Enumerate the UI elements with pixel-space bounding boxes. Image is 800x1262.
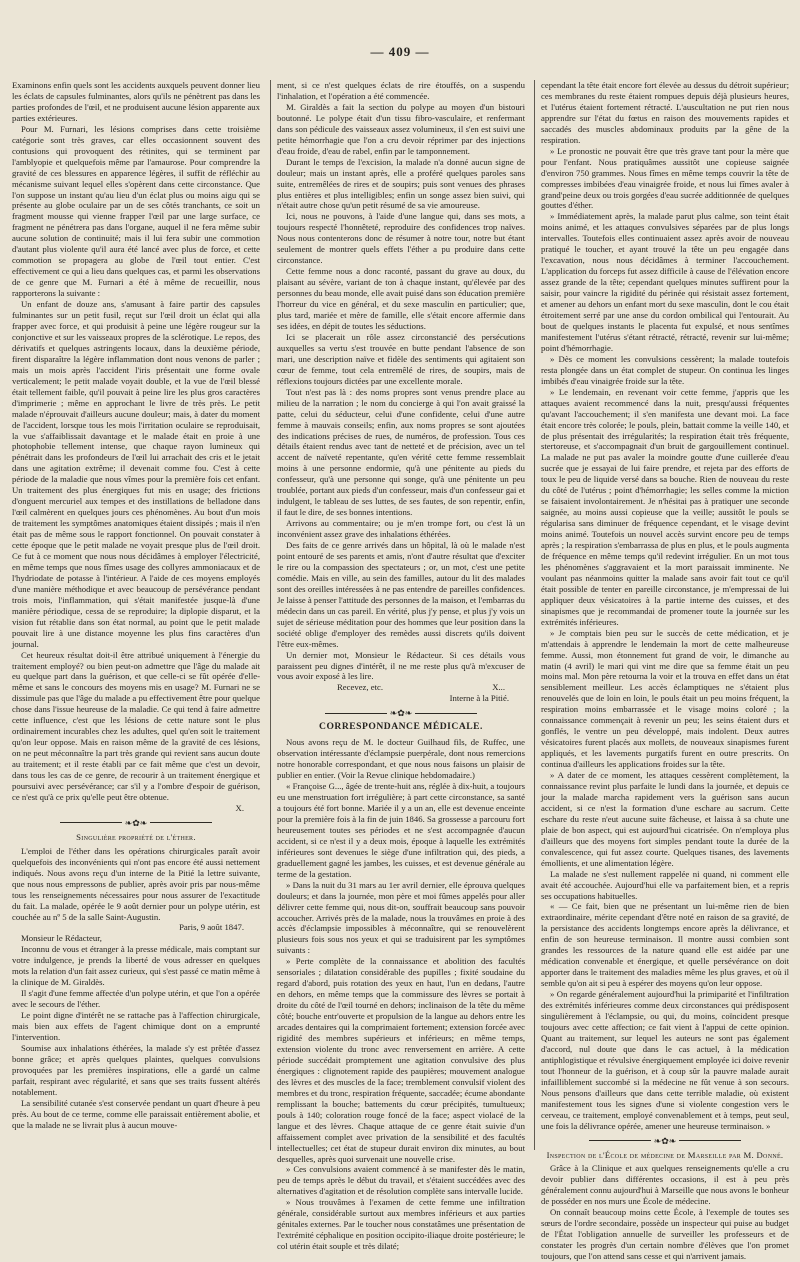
- section-ornament: ❧✿❧: [277, 709, 525, 717]
- paragraph: Soumise aux inhalations éthérées, la malade s'y est prêtée d'assez bonne grâce; et après quelques plaintes, quelques convulsions provoquées par les premières inspirations, elle a gardé un calme parfait, respirant avec régularité, et sans que ses traits fussent altérés notablement.: [12, 1042, 260, 1097]
- paragraph: » Perte complète de la connaissance et abolition des facultés sensoriales ; dilatation considérable des pupilles ; fixité soudaine du regard d'abord, puis rotation des yeux en haut, l'un en dedans, l'autre en dehors, en même temps que la commissure des lèvres se portait à droite du côté de l'œil tourné en dehors; inclinaison de la tête du même côté; bouche entr'ouverte et propulsion de la langue au dehors entre les arcades dentaires qui la comprimaient fortement; extension forcée avec rigidité des membres supérieurs et inférieurs; en même temps, extension violente du tronc avec renversement en arrière. A cette période succédait promptement une agitation convulsive des plus énergiques : clignotement rapide des paupières; mouvement analogue des lèvres et des muscles de la face; tremblement convulsif violent des membres et du tronc, respiration fréquente, saccadée; écume abondante remplissant la bouche; battements du cœur précipités, tumultueux; pouls à 140; coloration rouge foncé de la face; aspect violacé de la langue et des lèvres. Chaque attaque de ce genre était suivie d'un affaissement complet avec privation de la sensibilité et des facultés intellectuelles; cet état de stupeur durait environ dix minutes, au bout desquelles, après quoi survenait une nouvelle crise.: [277, 956, 525, 1164]
- paragraph: » Le pronostic ne pouvait être que très grave tant pour la mère que pour l'enfant. Nous pratiquâmes aussitôt une copieuse saignée d'environ 750 grammes. Nous fîmes en même temps couvrir la tête de compresses imbibées d'eau vinaigrée froide, et nous lui fîmes avaler à grand'peine deux ou trois gorgées d'eau sucrée additionnée de quelques gouttes d'éther.: [541, 145, 789, 211]
- paragraph: » Immédiatement après, la malade parut plus calme, son teint était moins animé, et les attaques convulsives séparées par de plus longs intervalles. Toutefois elles continuaient assez après avoir de nouveau pratiqué le toucher, et ayant trouvé la tête un peu engagée dans l'excavation, nous nous décidâmes à terminer l'accouchement. L'application du forceps fut assez difficile à cause de l'élévation encore assez grande de la tête; cependant quelques minutes suffirent pour la saisir, pour vaincre la rigidité du périnée qui résistait assez fortement, et amener au dehors un enfant mort du sexe masculin, dont le cou était étroitement serré par une anse du cordon ombilical qui l'entourait. Au bout de quelques instants le placenta fut expulsé, et nous sentîmes manifestement l'utérus s'étant rétracté, rétracté, revenir sur lui-même; point d'hémorrhagie.: [541, 211, 789, 353]
- paragraph: L'emploi de l'éther dans les opérations chirurgicales paraît avoir quelquefois des inconvénients qui n'ont pas encore été aussi nettement indiqués. Nous avons reçu d'un interne de la Pitié la lettre suivante, que nous nous empressons de publier, après avoir pris par nous-même tous les renseignements nécessaires pour nous assurer de l'exactitude du fait. La malade, opérée le 9 août dernier pour un polype utérin, est couchée au nº 5 de la salle Saint-Augustin.: [12, 845, 260, 922]
- paragraph: On connaît beaucoup moins cette École, à l'exemple de toutes ses sœurs de l'ordre secondaire, possède un inspecteur qui puise au budget de l'État l'obligation annuelle de surveiller les professeurs et de constater les progrès d'un certain nombre d'élèves que l'on promet toujours, que l'on attend sans cesse et qui n'arrivent jamais.: [541, 1207, 789, 1262]
- paragraph: « — Ce fait, bien que ne présentant un lui-même rien de bien extraordinaire, mérite cependant d'être noté en raison de sa gravité, de la persistance des accidents longtemps encore après la délivrance, et enfin de son heureuse terminaison. Il montre aussi combien sont grandes les ressources de la nature quand elle est aidée par une médication convenable et énergique, et quelle persévérance on doit apporter dans le traitement des maladies même les plus graves, et où il semble qu'on ait si peu à espérer des moyens qu'on leur oppose.: [541, 901, 789, 989]
- signer-name: X...: [492, 682, 505, 693]
- paragraph: Inconnu de vous et étranger à la presse médicale, mais comptant sur votre indulgence, je prends la liberté de vous adresser en quelques mots la relation d'un fait assez curieux, qui s'est passé ce matin même à la clinique de M. Giraldès.: [12, 944, 260, 988]
- section-heading: CORRESPONDANCE MÉDICALE.: [319, 721, 483, 733]
- paragraph: Pour M. Furnari, les lésions comprises dans cette troisième catégorie sont très graves, car elles occasionnent souvent des contusions qui provoquent des rétinites, qui se terminent par l'amblyopie et quelquefois même par l'amaurose. Pour comprendre la gravité de ces blessures en apparence légères, il suffit de réfléchir au mécanisme suivant lequel elles s'opèrent dans cette circonstance. Que l'on suppose un instant qu'au lieu d'un éclat plus ou moins aigu qui se présente au globe oculaire par un de ses côtés tranchants, ce soit un fragment mousse qui vienne frapper l'œil par une large surface, ce fragment ne pénétrera pas dans l'organe, auquel il ne fera même subir aucune solution de continuité; mais il lui fera subir une commotion d'autant plus violente qu'il aura été lancé avec plus de force, et cette commotion se propagera au globe de l'œil tout entier. C'est effectivement ce qui a lieu dans quelques cas, et parmi les observations de ce genre que M. Furnari a été à même de recueillir, nous rapporterons la suivante :: [12, 123, 260, 299]
- column-middle: [277, 80, 525, 1252]
- paragraph: « Françoise G..., âgée de trente-huit ans, réglée à dix-huit, a toujours eu une menstruation fort irrégulière; à part cette circonstance, sa santé a toujours été fort bonne. Mariée il y a un an, elle est devenue enceinte pour la première fois à la fin de juin 1846. Sa grossesse a parcouru fort heureusement toutes ses périodes et ne s'est accompagnée d'aucun accident, si ce n'est il y a deux mois, époque à laquelle les extrémités inférieures sont devenues le siège d'une infiltration qui, des pieds, a graduellement gagné les jambes, les cuisses, et est devenue générale au terme de la gestation.: [277, 781, 525, 879]
- paragraph: » Ces convulsions avaient commencé à se manifester dès le matin, peu de temps après le début du travail, et s'étaient succédées avec des alternatives d'agitation et de résolution complète sans intervalle lucide.: [277, 1164, 525, 1197]
- letter-signature: [277, 682, 525, 693]
- paragraph: » A dater de ce moment, les attaques cessèrent complètement, la connaissance revint plus parfaite le lundi dans la journée, et depuis ce jour la malade marcha rapidement vers la guérison sans aucun accident, si ce n'est la formation d'une eschare au sacrum. Cette eschare du reste n'eut aucune suite fâcheuse, et laissa à sa chute une plaie de bon aspect, qui est aujourd'hui cicatrisée. On n'employa plus d'ailleurs que des moyens fort simples pendant toute la durée de la convalescence, qui fut assez courte. Quelques tisanes, des lavements émollients, et une alimentation légère.: [541, 770, 789, 868]
- paragraph: Grâce à la Clinique et aux quelques renseignements qu'elle a cru devoir publier dans différentes occasions, il est à peu près généralement connu aujourd'hui à Marseille que nous avons le bonheur de posséder en nos murs une École de médecine.: [541, 1163, 789, 1207]
- paragraph: Examinons enfin quels sont les accidents auxquels peuvent donner lieu les éclats de capsules fulminantes, alors qu'ils ne pénètrent pas dans les parties profondes de l'œil, et ne produisent aucune lésion apparente aux parties extérieures.: [12, 80, 260, 123]
- paragraph: Interne à la Pitié.: [449, 693, 509, 704]
- paragraph: Tout n'est pas là : des noms propres sont venus prendre place au milieu de la narration ; le nom du concierge à qui l'on avait graissé la patte, celui du séducteur, celui d'une confidente, celui d'une autre femme à mauvais conseils; enfin, aux noms propres se sont ajoutées des indications précises de rues, de numéros, de profession. Tous ces détails étaient rendus avec tant de netteté et de précision, avec un tel accent de naïveté repentante, qu'en vérité cette femme ressemblait moins à une personne endormie, qu'à une pénitente au pieds du confesseur, qu'à une personne qui songe, qu'à une pénitente un peu troublée, portant aux pieds d'un confesseur, mais d'un confesseur gai et indulgent, le tableau de ses luttes, de ses fautes, de son repentir, enfin, il faut le dire, de ses bonnes intentions.: [277, 386, 525, 518]
- closing-formula: Recevez, etc.: [337, 682, 384, 693]
- paragraph: Ici se placerait un rôle assez circonstancié des persécutions auxquelles sa vertu s'est trouvée en butte pendant l'absence de son mari, une description naïve et fidèle des sentiments qui agitaient son cœur de femme, tout cela entremêlé de rires, de soupirs, mais de réflexions toujours dictées par une excellente morale.: [277, 331, 525, 386]
- section-ornament: ❧✿❧: [12, 819, 260, 827]
- paragraph: Ici, nous ne pouvons, à l'aide d'une langue qui, dans ses mots, a toujours respecté l'honnêteté, reproduire des confidences trop naïves. Nous nous contenterons donc de résumer à notre tour, notre but étant seulement de montrer quels effets l'éther a pu produire dans cette circonstance.: [277, 211, 525, 266]
- column-left: [12, 80, 260, 1152]
- paragraph: Arrivons au commentaire; ou je m'en trompe fort, ou c'est là un inconvénient assez grave des inhalations éthérées.: [277, 518, 525, 540]
- paragraph: La sensibilité cutanée s'est conservée pendant un quart d'heure à peu près. Au bout de ce terme, comme elle paraissait entièrement abolie, et que la malade ne se livrait plus à aucun mouve-: [12, 1097, 260, 1130]
- column-right: [541, 80, 789, 1262]
- paragraph: ment, si ce n'est quelques éclats de rire étouffés, on a suspendu l'inhalation, et l'opération a été commencée.: [277, 80, 525, 101]
- paragraph: cependant la tête était encore fort élevée au dessus du détroit supérieur; ces membranes du reste étaient rompues depuis déjà plusieurs heures, et l'utérus étaient fortement rétracté. L'auscultation ne put rien nous apprendre sur l'état du fœtus en raison des mouvements rapides et saccadés des muscles abdominaux produits par la gêne de la respiration.: [541, 80, 789, 145]
- paragraph: M. Giraldès a fait la section du polype au moyen d'un bistouri boutonné. Le polype était d'un tissu fibro-vasculaire, et renfermant dans son pédicule des vaisseaux assez volumineux, il s'en est suivi une petite hémorrhagie que l'on a cru devoir réprimer par des injections d'eau froide, d'eau de rabel, enfin par le tamponnement.: [277, 101, 525, 156]
- paragraph: Monsieur le Rédacteur,: [21, 933, 102, 944]
- paragraph: Nous avons reçu de M. le docteur Guilhaud fils, de Ruffec, une observation intéressante d'éclampsie puerpérale, dont nous remercions notre honorable correspondant, et que nous nous faisons un plaisir de publier en entier. (Voir la Revue clinique hebdomadaire.): [277, 737, 525, 781]
- page-number: — 409 —: [370, 44, 430, 59]
- paragraph: Un dernier mot, Monsieur le Rédacteur. Si ces détails vous paraissent peu dignes d'intérêt, il ne me reste plus qu'à m'excuser de vous avoir exposé à les lire.: [277, 649, 525, 682]
- paragraph: » Je comptais bien peu sur le succès de cette médication, et je m'attendais à apprendre le lendemain la mort de cette malheureuse femme. Aussi, mon étonnement fut grand de voir, le dimanche au matin (4 avril) le mari qui vint me dire que sa femme était un peu moins mal. Mon père retourna la voir et la trouva en effet dans un état sensiblement meilleur. Les accès éclamptiques ne s'étaient plus renouvelés que de loin en loin, le pouls était un peu moins fréquent, la respiration moins embarrassée et le visage moins coloré ; la connaissance commençait à revenir un peu; les seins étaient durs et gonflés, le ventre un peu développé, mais indolent. Deux autres vésicatoires furent placés aux mollets, de nouveaux sinapismes furent appliqués, et les lavements purgatifs furent en outre prescrits. On continua d'ailleurs les applications froides sur la tête.: [541, 627, 789, 770]
- article-heading: Inspection de l'École de médecine de Marseille par M. Donné.: [546, 1149, 784, 1160]
- article-heading: Singulière propriété de l'éther.: [76, 831, 196, 842]
- paragraph: » Dans la nuit du 31 mars au 1er avril dernier, elle éprouva quelques douleurs; et dans la journée, mon père et moi fûmes appelés pour aller délivrer cette femme qui, nous dit-on, souffrait beaucoup sans pouvoir accoucher. Arrivés près de la malade, nous la trouvâmes en proie à des accès d'éclampsie impossibles à méconnaître, qui se renouvelèrent plusieurs fois sous nos yeux et qui se traduisirent par les symptômes suivants :: [277, 879, 525, 956]
- paragraph: » Le lendemain, en revenant voir cette femme, j'appris que les attaques avaient recommencé dans la nuit, presqu'aussi fréquentes qu'avant l'accouchement; il s'en manifesta une devant moi. La face était encore très colorée; le pouls, plein, battait comme la veille 140, et de plus présentait des irrégularités; la respiration était très fréquente, stertoreuse, et s'accompagnait d'un bruit de gargouillement continuel. La malade ne put pas avaler la moindre goutte d'une cuillerée d'eau sucrée que je essayai de lui faire prendre, et rejeta par des efforts de toux le peu de liquide versé dans sa bouche. Rien de nouveau du reste du côté de l'utérus ; point d'hémorrhagie; les selles comme la miction se faisaient involontairement. Je n'hésitai pas à pratiquer une seconde saignée, au moins aussi copieuse que la veille; aussitôt le pouls se régularisa sans diminuer de fréquence cependant, et le visage devint moins animé. Toutefois un nouvel accès survint encore peu de temps après ; la respiration s'embarrassa de plus en plus, et le pouls augmenta de fréquence en même temps qu'il redevint irrégulier. En un mot tous les phénomènes s'aggravaient et la mort paraissait imminente. Ne voulant pas néanmoins quitter la malade sans avoir fait tout ce qu'il était possible de tenter en pareille circonstance, je m'empressai de lui appliquer deux vésicatoires à la partie interne des cuisses, et des sinapismes que je recommandai de promener toute la journée sur les extrémités inférieures.: [541, 386, 789, 627]
- paragraph: Il s'agit d'une femme affectée d'un polype utérin, et que l'on a opérée avec le secours de l'éther.: [12, 988, 260, 1010]
- paragraph: Paris, 9 août 1847.: [179, 922, 244, 933]
- column-divider: [534, 80, 535, 1150]
- column-divider: [270, 80, 271, 1150]
- paragraph: Le point digne d'intérêt ne se rattache pas à l'affection chirurgicale, mais bien aux effets de l'agent chimique dont on a emprunté l'intervention.: [12, 1010, 260, 1043]
- paragraph: La malade ne s'est nullement rappelée ni quand, ni comment elle avait été accouchée. Aujourd'hui elle va parfaitement bien, et a repris ses occupations habituelles.: [541, 868, 789, 901]
- paragraph: Des faits de ce genre arrivés dans un hôpital, là où le malade n'est point entouré de ses parents et amis, n'ont d'autre résultat que d'exciter le rire ou la compassion des spectateurs ; or, un mot, c'est une petite comédie. Mais en ville, au sein des familles, autour du lit des malades sont des oreilles intéressées à ne pas entendre de pareilles confidences. Je laisse à penser l'attitude des personnes de la maison, et l'embarras du médecin dans un cas pareil. En vérité, plus j'y pense, et plus j'y vois un sujet de sérieuse méditation pour des hommes que leur position dans la société oblige d'employer des remèdes aussi discrets qu'ils doivent l'être eux-mêmes.: [277, 540, 525, 649]
- paragraph: Un enfant de douze ans, s'amusant à faire partir des capsules fulminantes sur un petit fusil, reçut sur l'œil droit un éclat qui alla frapper avec force, et qui produisit à peine une légère rougeur sur la conjonctive et sur les vaisseaux propres de la sclérotique. Le repos, des dérivatifs et quelques astringents locaux, dans la deuxième période, firent disparaître la légère inflammation dont nous venons de parler ; mais un mois après l'accident l'iris présentait une forme ovale verticalement; le petit malade voyait double, et la vue de l'œil blessé était tellement faible, qu'il pouvait à peine lire les plus gros caractères d'imprimerie ; même en approchant le livre de très près. Le petit malade n'éprouvait d'ailleurs aucune douleur; mais, à dater du moment de l'accident, lorsque tous les mois l'irritation oculaire se reproduisait, la vue s'affaiblissait davantage et le malade était en proie à une photophobie tellement intense, que chaque rayon lumineux qui pénétrait dans les profondeurs de l'œil lui arrachait des cris et le jetait dans une agitation extrême; il devenait comme fou. C'est à cette période de la maladie que nous vîmes pour la première fois cet enfant. Un traitement des plus énergiques fut mis en usage; des frictions d'onguent mercuriel aux tempes et des instillations de belladone dans l'œil calmèrent en quelques jours ces phénomènes. Au bout d'un mois de traitement les symptômes anatomiques étaient dissipés ; mais il n'en était pas de même sous le rapport fonctionnel. On pouvait constater à cette époque que le petit malade ne voyait presque plus de l'œil droit. Ce fut à ce moment que nous nous décidâmes à employer l'électricité, en même temps que nous fîmes usage des collyres ammoniacaux et de l'hydriodate de potasse à l'intérieur. A l'aide de ces moyens employés d'une manière méthodique et avec beaucoup de persévérance pendant trois mois, l'inflammation, qui s'était manifestée jusque-là d'une manière périodique, cessa de se reproduire; la diplopie disparut, et la vision fut rétablie dans son état normal, au point que le petit malade pouvait lire à une distance moyenne les plus fins caractères d'un journal.: [12, 299, 260, 649]
- paragraph: Durant le temps de l'excision, la malade n'a donné aucun signe de douleur; mais un instant après, elle a proféré quelques paroles sans suite, entremêlées de rires et de soupirs; puis sont venues des phrases plus entières et plus intelligibles; enfin un songe assez bien suivi, qui n'était autre chose qu'un petit résumé de sa vie amoureuse.: [277, 156, 525, 211]
- paragraph: X.: [235, 802, 244, 813]
- section-ornament: ❧✿❧: [541, 1137, 789, 1145]
- paragraph: » On regarde généralement aujourd'hui la primiparité et l'infiltration des extrémités inférieures comme deux circonstances qui prédisposent singulièrement à l'éclampsie, ou qui, du moins, coïncident presque toujours avec cette affection; ce fait vient à l'appui de cette opinion. Quant au traitement, sur lequel les auteurs ne sont pas également d'accord, nul doute que dans le cas actuel, à la médication antiphlogistique et révulsive énergiquement employée ici doive revenir tout l'honneur de la guérison, et à coup sûr la pauvre malade aurait infailliblement succombé si la médecine ne fût venue à son secours. Nous pensons d'ailleurs que dans cette terrible maladie, où existent manifestement tous les signes d'une si violente congestion vers le cerveau, ce traitement, employé convenablement et à temps, peut seul, une fois la délivrance opérée, amener une heureuse terminaison. »: [541, 989, 789, 1131]
- paragraph: » Dès ce moment les convulsions cessèrent; la malade toutefois resta plongée dans un état complet de stupeur. On continua les linges imbibés d'eau vinaigrée froide sur la tête.: [541, 353, 789, 386]
- paragraph: Cette femme nous a donc raconté, passant du grave au doux, du plaisant au sévère, variant de ton à chaque instant, qu'élevée par des personnes du beau monde, elle avait puisé dans son éducation première l'horreur du vice en général, et du sexe masculin en particulier; que, plus tard, mariée et mère de famille, elle s'était encore affermie dans ses idées, en dépit de toutes les séductions.: [277, 266, 525, 331]
- paragraph: Cet heureux résultat doit-il être attribué uniquement à l'énergie du traitement employé? ou bien peut-on admettre que l'âge du malade ait eu quelque part dans la guérison, et que celle-ci se fût opérée d'elle-même et sans le concours des moyens mis en usage? M. Furnari ne se dissimule pas que l'âge du malade a pu effectivement être pour quelque chose dans l'issue heureuse de la maladie. Ce qui tend à faire admettre cette influence, c'est que les lésions de cette nature sont le plus ordinairement incurables chez les adultes, quel qu'en soit le traitement qu'on leur oppose. Mais en raison même de la gravité de ces lésions, on ne peut méconnaître la part très grande qui revient sans aucun doute au traitement; et il reste établi par ce fait même que c'est un devoir, dans tous les cas de ce genre, de recourir à un traitement énergique et poursuivi avec persévérance; car s'il y a l'ombre d'espoir de guérison, ce n'est qu'à ce prix qu'elle peut être obtenue.: [12, 649, 260, 802]
- paragraph: » Nous trouvâmes à l'examen de cette femme une infiltration générale, considérable surtout aux membres inférieurs et aux parties génitales externes. Par le toucher nous constatâmes une présentation de l'extrémité céphalique en position occipito-iliaque droite postérieure; le col utérin était souple et très dilaté;: [277, 1197, 525, 1252]
